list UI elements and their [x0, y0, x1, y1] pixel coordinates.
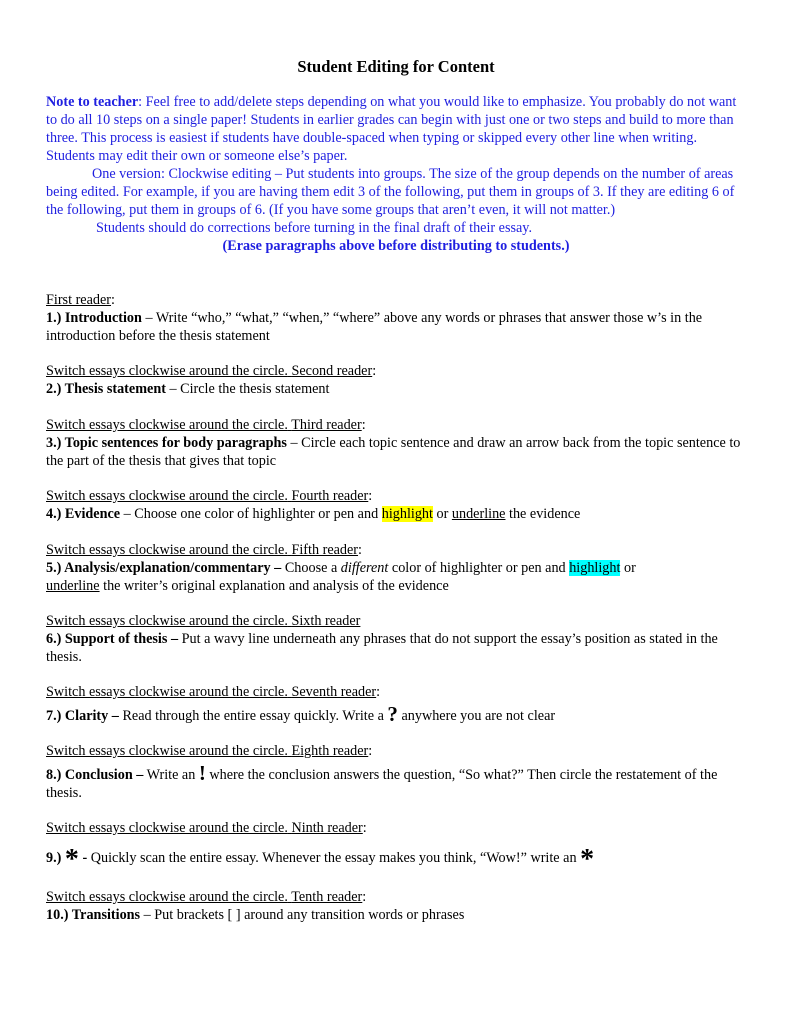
- step-1-head: 1.) Introduction: [46, 310, 142, 326]
- step-5-text-b: color of highlighter or pen and: [388, 560, 570, 576]
- asterisk-symbol: *: [64, 844, 79, 875]
- step-7-end: anywhere you are not clear: [397, 708, 556, 724]
- reader-label: Ninth reader: [291, 820, 363, 836]
- switch-prefix: Switch essays clockwise around the circle.: [46, 889, 288, 905]
- step-4: [46, 505, 746, 523]
- reader-label: Seventh reader: [291, 684, 377, 700]
- step-2-head: 2.) Thesis statement: [46, 381, 166, 397]
- step-10-head: 10.) Transitions: [46, 907, 141, 923]
- switch-prefix: Switch essays clockwise around the circle.: [46, 542, 288, 558]
- note-text-1: : Feel free to add/delete steps depending on what you would like to emphasize. You probably do not want to do all 10 steps on a single paper! Students in earlier grades can begin with just one or two steps and build to more than three. This process is easiest if students have double-spaced when typing or skipped every other line when writing. Students may edit their own or someone else’s paper.: [46, 94, 737, 164]
- switch-text-3: [46, 417, 362, 433]
- step-8-end: where the conclusion answers the question, “So what?” Then circle the restatement of the thesis.: [46, 767, 718, 801]
- step-3-head: 3.) Topic sentences for body paragraphs: [46, 435, 287, 451]
- step-3-text: – Circle each topic sentence and draw an arrow back from the topic sentence to the part of the thesis that gives that topic: [46, 435, 741, 469]
- switch-text-10: [46, 889, 362, 905]
- note-label: Note to teacher: [46, 94, 139, 110]
- step-9-text: Quickly scan the entire essay. Whenever the essay makes you think, “Wow!” write an: [87, 850, 581, 866]
- step-4-end: the evidence: [505, 506, 581, 522]
- switch-line-6: [46, 612, 746, 630]
- switch-text-6: [46, 613, 360, 629]
- reader-label: Fourth reader: [291, 488, 369, 504]
- highlight-word-cyan: highlight: [569, 560, 621, 576]
- step-6-text: Put a wavy line underneath any phrases that do not support the essay’s position as stated in the thesis.: [46, 631, 718, 665]
- switch-text-2: [46, 363, 372, 379]
- switch-prefix: Switch essays clockwise around the circle.: [46, 820, 288, 836]
- teacher-note: [46, 93, 746, 255]
- reader-label: Eighth reader: [291, 743, 369, 759]
- step-3: [46, 434, 746, 470]
- step-10: [46, 906, 746, 924]
- switch-line-4: [46, 487, 746, 505]
- colon: :: [368, 488, 373, 504]
- switch-line-3: [46, 416, 746, 434]
- step-10-text: – Put brackets [ ] around any transition words or phrases: [140, 907, 465, 923]
- first-reader-line: [46, 291, 746, 309]
- reader-label: Sixth reader: [291, 613, 361, 629]
- step-8: [46, 761, 746, 802]
- step-5: [46, 559, 746, 595]
- step-6-head: 6.) Support of thesis –: [46, 631, 179, 647]
- step-4-or: or: [432, 506, 452, 522]
- step-4-head: 4.) Evidence: [46, 506, 121, 522]
- reader-label: Third reader: [291, 417, 362, 433]
- note-paragraph-3: Students should do corrections before turning in the final draft of their essay.: [96, 220, 533, 236]
- step-8-head: 8.) Conclusion –: [46, 767, 144, 783]
- colon: :: [362, 820, 367, 836]
- underline-word: underline: [46, 578, 100, 594]
- reader-label: Second reader: [291, 363, 373, 379]
- switch-line-2: [46, 362, 746, 380]
- note-paragraph-4: (Erase paragraphs above before distributing to students.): [222, 238, 570, 254]
- first-reader-label: First reader: [46, 292, 112, 308]
- switch-text-5: [46, 542, 358, 558]
- note-paragraph-2: One version: Clockwise editing – Put students into groups. The size of the group depends on the number of areas being edited. For example, if you are having them edit 3 of the following, put them in groups of 3. If they are editing 6 of the following, put them in groups of 6. (If you have some groups that aren’t even, it will not matter.): [46, 166, 735, 218]
- switch-text-9: [46, 820, 363, 836]
- step-6: [46, 630, 746, 666]
- switch-prefix: Switch essays clockwise around the circle.: [46, 684, 288, 700]
- switch-prefix: Switch essays clockwise around the circle.: [46, 417, 288, 433]
- underline-word: underline: [451, 506, 506, 522]
- switch-prefix: Switch essays clockwise around the circle.: [46, 363, 288, 379]
- step-5-head: 5.) Analysis/explanation/commentary –: [46, 560, 282, 576]
- switch-line-5: [46, 541, 746, 559]
- step-7-text: Read through the entire essay quickly. Write a: [118, 708, 388, 724]
- step-9-dash: -: [78, 850, 88, 866]
- asterisk-symbol: *: [580, 844, 595, 875]
- colon: :: [376, 684, 381, 700]
- switch-prefix: Switch essays clockwise around the circle.: [46, 488, 288, 504]
- switch-line-9: [46, 819, 746, 837]
- step-9-head: 9.): [46, 850, 62, 866]
- step-2-text: – Circle the thesis statement: [165, 381, 330, 397]
- step-5-end: the writer’s original explanation and analysis of the evidence: [99, 578, 449, 594]
- colon: :: [372, 363, 377, 379]
- exclamation-symbol: !: [198, 761, 206, 785]
- switch-text-8: [46, 743, 368, 759]
- note-paragraph-1: [46, 93, 746, 165]
- step-5-or: or: [620, 560, 636, 576]
- step-2: [46, 380, 746, 398]
- switch-prefix: Switch essays clockwise around the circle.: [46, 613, 288, 629]
- step-7-head: 7.) Clarity –: [46, 708, 119, 724]
- step-1-text: – Write “who,” “what,” “when,” “where” above any words or phrases that answer those w’s in the introduction before the thesis statement: [46, 310, 703, 344]
- switch-prefix: Switch essays clockwise around the circle.: [46, 743, 288, 759]
- highlight-word-yellow: highlight: [381, 506, 433, 522]
- reader-label: Fifth reader: [291, 542, 359, 558]
- question-mark-symbol: ?: [387, 702, 398, 726]
- step-9: [46, 844, 746, 875]
- step-5-text: Choose a: [281, 560, 341, 576]
- switch-text-7: [46, 684, 376, 700]
- colon: :: [368, 743, 373, 759]
- switch-line-10: [46, 888, 746, 906]
- colon: :: [111, 292, 115, 308]
- page-title: Student Editing for Content: [297, 57, 495, 76]
- colon: :: [361, 417, 366, 433]
- switch-text-4: [46, 488, 368, 504]
- step-7: [46, 702, 746, 726]
- reader-label: Tenth reader: [291, 889, 363, 905]
- switch-line-7: [46, 683, 746, 701]
- step-1: [46, 309, 746, 345]
- step-4-text: – Choose one color of highlighter or pen and: [120, 506, 382, 522]
- step-8-text: Write an: [143, 767, 199, 783]
- colon: :: [358, 542, 362, 558]
- switch-line-8: [46, 742, 746, 760]
- different-emphasis: different: [340, 560, 389, 576]
- colon: :: [362, 889, 367, 905]
